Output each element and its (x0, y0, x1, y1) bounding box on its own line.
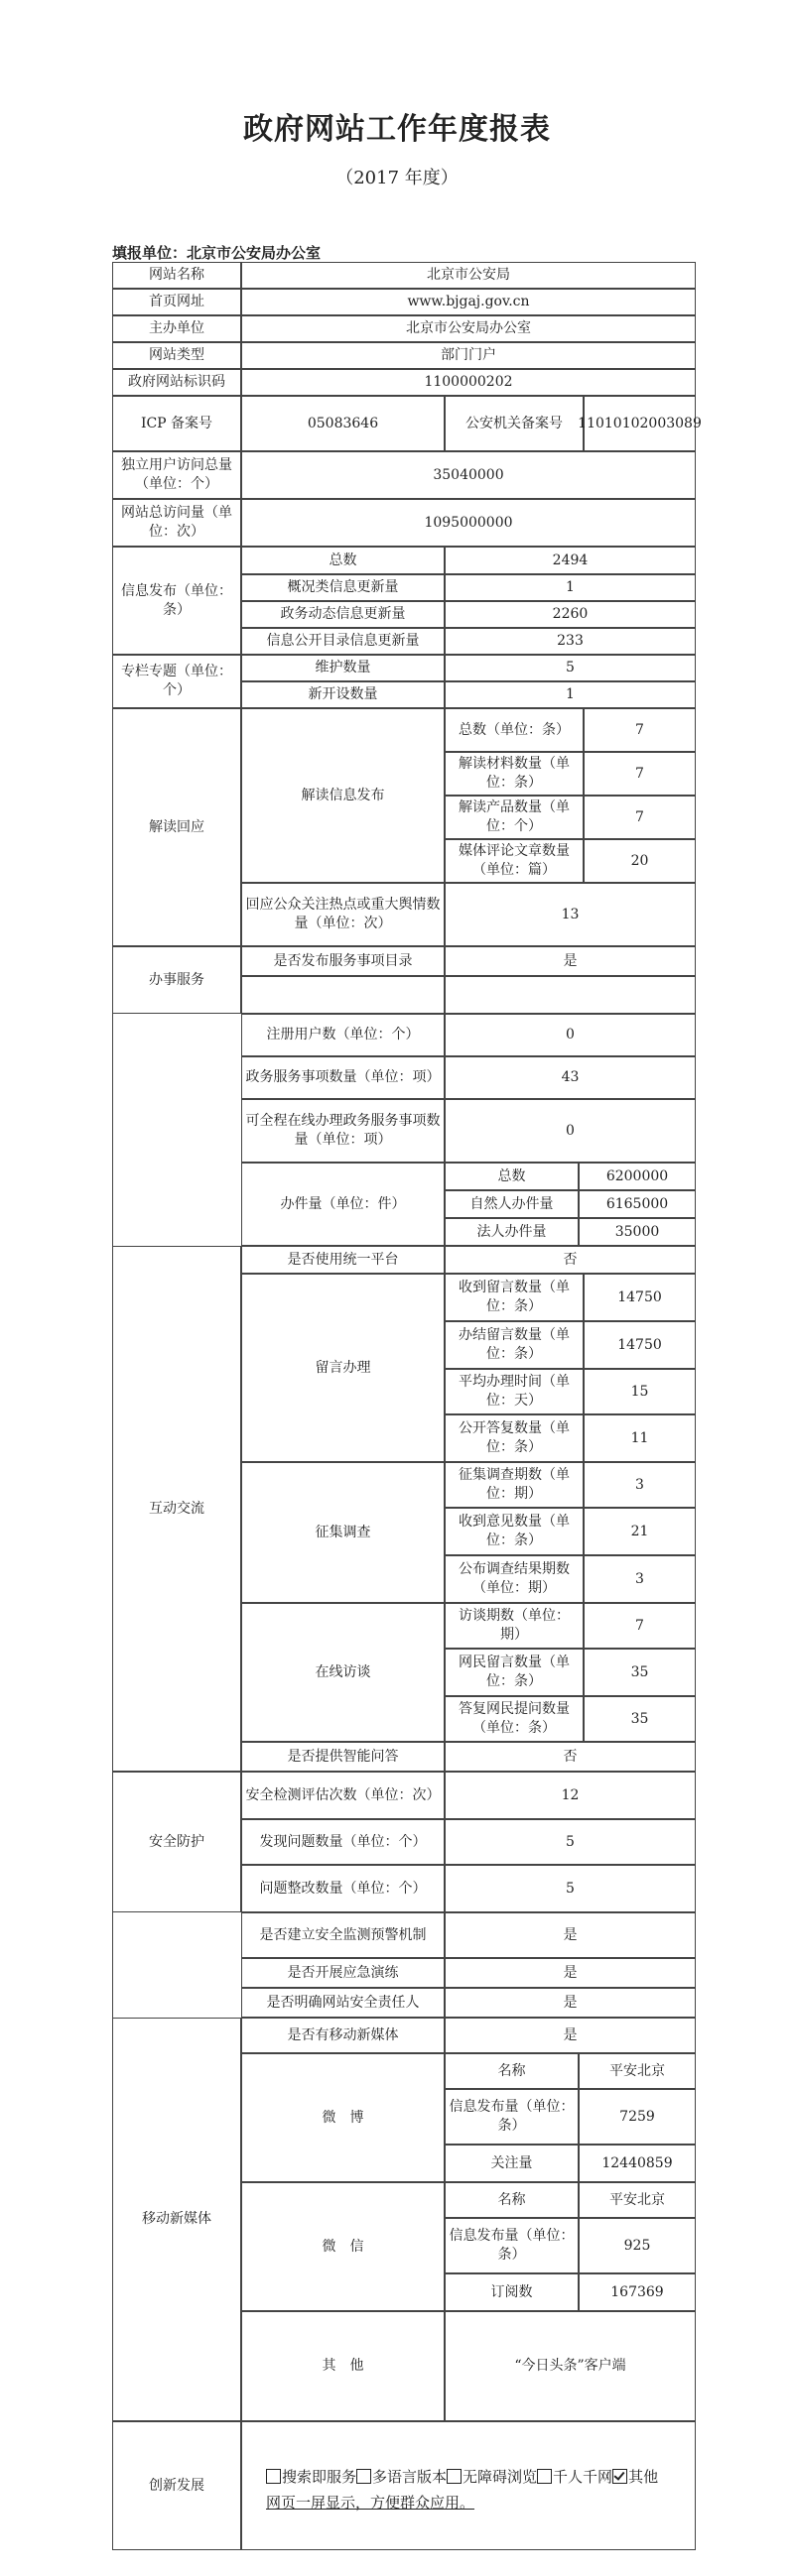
table-cell-c108: 信息发布量（单位：条） (445, 2089, 579, 2145)
table-cell-c74: 征集调查期数（单位：期） (445, 1462, 584, 1508)
checkbox-icon (537, 2469, 552, 2484)
table-cell-c7: 网站类型 (112, 342, 241, 369)
table-cell-c71: 公开答复数量（单位：条） (445, 1414, 584, 1462)
table-cell-c118: 167369 (579, 2273, 696, 2311)
table-cell-c62: 是否使用统一平台 (241, 1246, 445, 1274)
table-cell-c50: 政务服务事项数量（单位：项） (241, 1056, 445, 1099)
table-cell-c65: 收到留言数量（单位：条） (445, 1274, 584, 1321)
table-cell-c82: 7 (584, 1603, 696, 1649)
table-cell-c61: 互动交流 (112, 1246, 241, 1772)
table-cell-c113: 名称 (445, 2182, 579, 2218)
table-cell-empty (445, 976, 696, 1014)
checkbox-icon (447, 2469, 462, 2484)
table-cell-c69: 平均办理时间（单位：天） (445, 1369, 584, 1414)
innovation-options (266, 2464, 693, 2515)
table-cell-c116: 925 (579, 2218, 696, 2273)
table-cell-c91: 12 (445, 1772, 696, 1819)
table-cell-c106: 名称 (445, 2053, 579, 2089)
table-cell-c100: 是否明确网站安全责任人 (241, 1988, 445, 2018)
table-cell-c52: 可全程在线办理政务服务事项数量（单位：项） (241, 1099, 445, 1163)
table-cell-c104: 是 (445, 2018, 696, 2053)
table-cell-c99: 是 (445, 1958, 696, 1988)
table-cell-c5: 主办单位 (112, 315, 241, 342)
table-cell-c48: 注册用户数（单位：个） (241, 1014, 445, 1056)
checkbox-icon (266, 2469, 281, 2484)
table-cell-c78: 公布调查结果期数（单位：期） (445, 1555, 584, 1603)
table-cell-c15: 独立用户访问总量（单位：个） (112, 451, 241, 499)
table-cell-c83: 网民留言数量（单位：条） (445, 1649, 584, 1696)
table-cell-c37: 解读材料数量（单位：条） (445, 752, 584, 796)
table-cell-c36: 7 (584, 708, 696, 752)
table-cell-c20: 总数 (241, 547, 445, 574)
table-cell-c79: 3 (584, 1555, 696, 1603)
table-cell-c92: 发现问题数量（单位：个） (241, 1819, 445, 1865)
table-cell-c30: 5 (445, 655, 696, 681)
table-cell-c112: 微 信 (241, 2182, 445, 2311)
table-cell-c102: 移动新媒体 (112, 2018, 241, 2421)
table-cell-c86: 35 (584, 1696, 696, 1742)
table-cell-c46: 是否发布服务事项目录 (241, 946, 445, 976)
icp-value: 05083646 (241, 396, 445, 451)
table-cell-c77: 21 (584, 1508, 696, 1555)
table-cell-c8: 部门门户 (241, 342, 696, 369)
table-cell-c75: 3 (584, 1462, 696, 1508)
table-cell-c47: 是 (445, 946, 696, 976)
table-cell-c33: 解读回应 (112, 708, 241, 946)
report-year: （2017 年度） (335, 168, 459, 188)
table-cell-c29: 维护数量 (241, 655, 445, 681)
table-cell-c56: 6200000 (579, 1163, 696, 1190)
table-cell-c63: 否 (445, 1246, 696, 1274)
table-cell-c121: 创新发展 (112, 2421, 241, 2550)
table-cell-c98: 是否开展应急演练 (241, 1958, 445, 1988)
table-cell-c22: 概况类信息更新量 (241, 574, 445, 601)
site-name-value: 北京市公安局 (241, 262, 696, 289)
table-cell-c24: 政务动态信息更新量 (241, 601, 445, 628)
innovation-option[interactable]: 多语言版本 (356, 2468, 447, 2486)
table-cell-c49: 0 (445, 1014, 696, 1056)
table-cell-c6: 北京市公安局办公室 (241, 315, 696, 342)
table-cell-c76: 收到意见数量（单位：条） (445, 1508, 584, 1555)
table-cell-c114: 平安北京 (579, 2182, 696, 2218)
table-cell-c40: 7 (584, 796, 696, 839)
table-cell-c97: 是 (445, 1912, 696, 1958)
unique-visitors-value: 35040000 (241, 451, 696, 499)
table-cell-c28: 专栏专题（单位：个） (112, 655, 241, 708)
table-cell-c93: 5 (445, 1819, 696, 1865)
police-record-value: 11010102003089 (584, 396, 696, 451)
table-cell-c42: 20 (584, 839, 696, 883)
table-cell-c89: 安全防护 (112, 1772, 241, 1912)
table-cell-c51: 43 (445, 1056, 696, 1099)
table-cell-c57: 自然人办件量 (445, 1190, 579, 1218)
table-cell-c31: 新开设数量 (241, 681, 445, 708)
innovation-option[interactable]: 搜索即服务 (266, 2468, 356, 2486)
total-visits-value: 1095000000 (241, 499, 696, 547)
table-cell-c64: 留言办理 (241, 1274, 445, 1462)
table-cell-c73: 征集调查 (241, 1462, 445, 1603)
table-cell-c54: 办件量（单位：件） (241, 1163, 445, 1246)
homepage-url-label: 首页网址 (112, 289, 241, 315)
table-cell-c45: 办事服务 (112, 946, 241, 1014)
table-cell-c10: 1100000202 (241, 369, 696, 396)
table-cell-c43: 回应公众关注热点或重大舆情数量（单位：次） (241, 883, 445, 946)
table-cell-c117: 订阅数 (445, 2273, 579, 2311)
table-cell-c68: 14750 (584, 1321, 696, 1369)
table-cell-c60: 35000 (579, 1218, 696, 1246)
table-cell-c103: 是否有移动新媒体 (241, 2018, 445, 2053)
table-cell-c87: 是否提供智能问答 (241, 1742, 445, 1772)
table-cell-c55: 总数 (445, 1163, 579, 1190)
table-cell-c25: 2260 (445, 601, 696, 628)
table-cell-c17: 网站总访问量（单位：次） (112, 499, 241, 547)
table-cell-c101: 是 (445, 1988, 696, 2018)
table-cell-c59: 法人办件量 (445, 1218, 579, 1246)
table-cell-c19: 信息发布（单位：条） (112, 547, 241, 655)
table-cell-c105: 微 博 (241, 2053, 445, 2182)
table-cell-c23: 1 (445, 574, 696, 601)
table-cell-c27: 233 (445, 628, 696, 655)
table-cell-c94: 问题整改数量（单位：个） (241, 1865, 445, 1912)
table-cell-c119: 其 他 (241, 2311, 445, 2421)
table-cell-c111: 12440859 (579, 2145, 696, 2182)
table-cell-c81: 访谈期数（单位：期） (445, 1603, 584, 1649)
table-cell-c21: 2494 (445, 547, 696, 574)
table-cell-c88: 否 (445, 1742, 696, 1772)
checkbox-checked-icon (612, 2469, 627, 2484)
table-cell-c53: 0 (445, 1099, 696, 1163)
table-cell-c67: 办结留言数量（单位：条） (445, 1321, 584, 1369)
table-cell-c90: 安全检测评估次数（单位：次） (241, 1772, 445, 1819)
table-cell-c109: 7259 (579, 2089, 696, 2145)
table-cell-c66: 14750 (584, 1274, 696, 1321)
police-record-label: 公安机关备案号 (445, 396, 584, 451)
table-cell-c95: 5 (445, 1865, 696, 1912)
table-cell-c80: 在线访谈 (241, 1603, 445, 1742)
table-cell-c34: 解读信息发布 (241, 708, 445, 883)
table-cell-c96: 是否建立安全监测预警机制 (241, 1912, 445, 1958)
table-cell-c72: 11 (584, 1414, 696, 1462)
table-cell-c70: 15 (584, 1369, 696, 1414)
site-name-label: 网站名称 (112, 262, 241, 289)
table-cell-c38: 7 (584, 752, 696, 796)
innovation-option[interactable]: 千人千网 (537, 2468, 612, 2486)
table-cell-c110: 关注量 (445, 2145, 579, 2182)
table-cell-c84: 35 (584, 1649, 696, 1696)
reporting-unit: 填报单位：北京市公安局办公室 (112, 244, 322, 262)
table-cell-c120: “今日头条”客户端 (445, 2311, 696, 2421)
homepage-url-value: www.bjgaj.gov.cn (241, 289, 696, 315)
icp-label: ICP 备案号 (112, 396, 241, 451)
checkbox-icon (356, 2469, 371, 2484)
table-cell-empty (241, 976, 445, 1014)
table-cell-c115: 信息发布量（单位：条） (445, 2218, 579, 2273)
report-title: 政府网站工作年度报表 (243, 112, 551, 147)
table-cell-c9: 政府网站标识码 (112, 369, 241, 396)
table-cell-c107: 平安北京 (579, 2053, 696, 2089)
table-cell-c44: 13 (445, 883, 696, 946)
table-cell-c58: 6165000 (579, 1190, 696, 1218)
table-cell-c41: 媒体评论文章数量（单位：篇） (445, 839, 584, 883)
table-cell-c35: 总数（单位：条） (445, 708, 584, 752)
innovation-other-text: 网页一屏显示，方便群众应用。 (266, 2494, 475, 2512)
innovation-option[interactable]: 其他 (612, 2468, 658, 2486)
innovation-option[interactable]: 无障碍浏览 (447, 2468, 537, 2486)
table-cell-c26: 信息公开目录信息更新量 (241, 628, 445, 655)
table-cell-c39: 解读产品数量（单位：个） (445, 796, 584, 839)
table-cell-c32: 1 (445, 681, 696, 708)
table-cell-c85: 答复网民提问数量（单位：条） (445, 1696, 584, 1742)
